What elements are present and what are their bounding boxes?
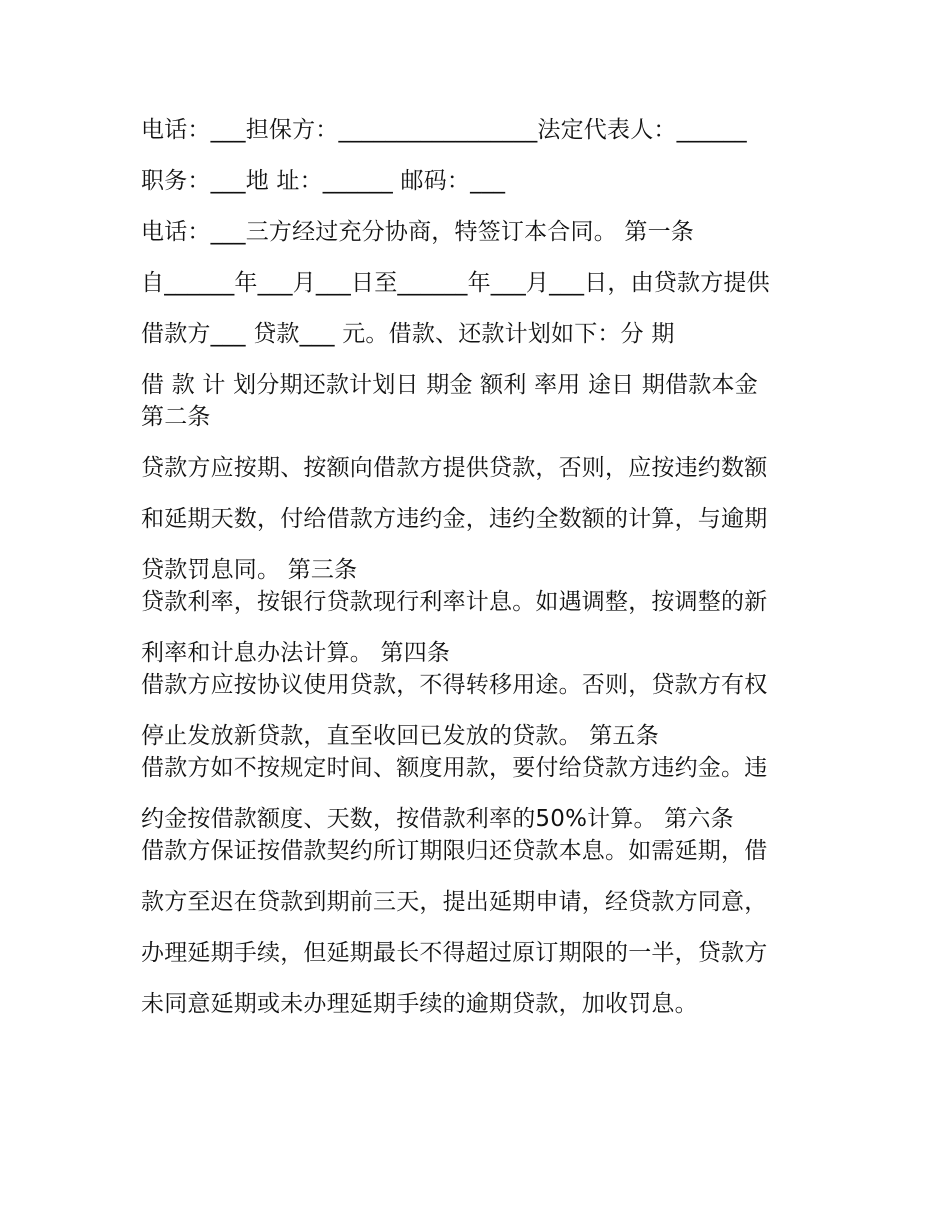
text-line: 自______年___月___日至______年___月___日，由贷款方提供 bbox=[141, 270, 770, 296]
text-line: 约金按借款额度、天数，按借款利率的50%计算。 第六条 bbox=[141, 806, 734, 831]
text-line: 和延期天数，付给借款方违约金，违约全数额的计算，与逾期 bbox=[141, 506, 768, 532]
text-line: 款方至迟在贷款到期前三天，提出延期申请，经贷款方同意， bbox=[141, 889, 768, 915]
text-line: 电话：___担保方：_________________法定代表人：______ bbox=[141, 117, 747, 143]
text-line: 借款方应按协议使用贷款，不得转移用途。否则，贷款方有权 bbox=[141, 672, 768, 698]
text-line: 停止发放新贷款，直至收回已发放的贷款。 第五条 bbox=[141, 723, 659, 748]
contract-text bbox=[141, 110, 821, 1035]
text-line: 贷款利率，按银行贷款现行利率计息。如遇调整，按调整的新 bbox=[141, 589, 768, 615]
text-line: 借款方保证按借款契约所订期限归还贷款本息。如需延期，借 bbox=[141, 838, 768, 864]
text-line: 利率和计息办法计算。 第四条 bbox=[141, 640, 451, 665]
text-line: 贷款罚息同。 第三条 bbox=[141, 557, 358, 582]
text-line: 电话：___三方经过充分协商，特签订本合同。 第一条 bbox=[141, 219, 695, 245]
text-line: 借款方___ 贷款___ 元。借款、还款计划如下：分 期 bbox=[141, 321, 675, 347]
text-line: 办理延期手续，但延期最长不得超过原订期限的一半，贷款方 bbox=[141, 940, 768, 966]
text-line: 借款方如不按规定时间、额度用款，要付给贷款方违约金。违 bbox=[141, 755, 768, 781]
text-line: 第二条 bbox=[141, 404, 211, 430]
text-line: 贷款方应按期、按额向借款方提供贷款，否则，应按违约数额 bbox=[141, 455, 768, 481]
text-line: 职务：___地 址：______ 邮码：___ bbox=[141, 168, 506, 194]
text-line: 未同意延期或未办理延期手续的逾期贷款，加收罚息。 bbox=[141, 991, 698, 1017]
text-line: 借 款 计 划分期还款计划日 期金 额利 率用 途日 期借款本金 bbox=[141, 372, 758, 397]
